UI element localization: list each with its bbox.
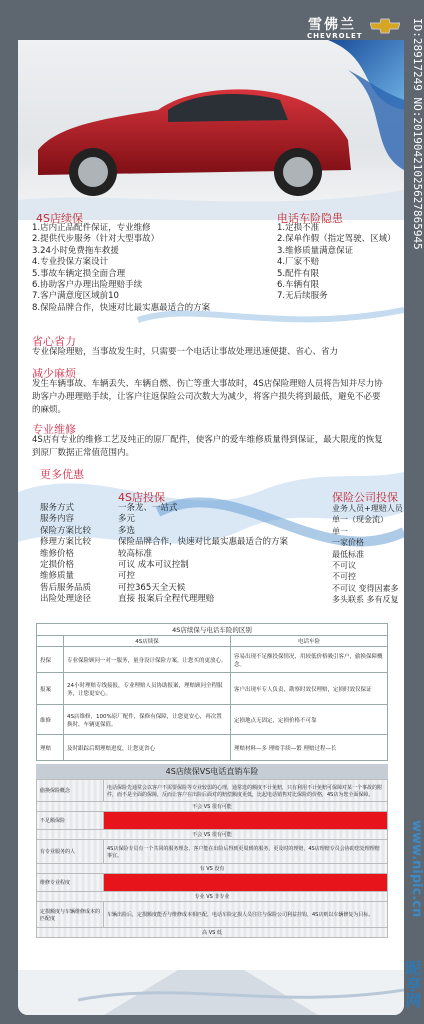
table1-cell: 24小时理赔专线接报，专业理赔人员协助报案，理赔顾问全程服务，让您更安心。 xyxy=(64,673,231,705)
more-ins-title: 保险公司投保 xyxy=(332,491,398,504)
table1-title: 4S店续保与电话车险的区别 xyxy=(37,624,388,636)
list-item: 8.保险品牌合作，快速对比最实惠最适合的方案 xyxy=(32,302,211,313)
reduce-title: 减少麻烦 xyxy=(32,367,76,380)
table2-caption: 不会 VS 很有可能 xyxy=(37,830,388,840)
list-item: 2.保单作假（指定驾驶、区域） xyxy=(277,234,396,245)
table2-caption: 专业 VS 非专业 xyxy=(37,892,388,902)
list-item: 7.客户满意度区域前10 xyxy=(32,291,119,302)
sec-phone-list xyxy=(277,223,396,303)
watermark-logo: 昵享网 xyxy=(403,960,422,1008)
watermark-site: www.nipic.cn xyxy=(409,820,424,918)
compare-value-ins: 不可议 变得因素多 xyxy=(332,583,399,593)
compare-value-ins: 不可议 xyxy=(332,561,356,571)
compare-label: 服务内容 xyxy=(40,514,75,525)
table1-row-label: 投保 xyxy=(37,647,64,673)
compare-label: 服务方式 xyxy=(40,503,75,513)
road-decoration xyxy=(18,970,404,1015)
table1-cell: 专业保险顾问一对一服务，量身设计保险方案，让您买的更放心。 xyxy=(64,647,231,673)
list-item: 6.车辆有限 xyxy=(277,280,320,291)
more-4s-values xyxy=(118,503,288,606)
more-ins-values xyxy=(332,503,403,606)
reduce-text: 发生车辆事故、车辆丢失、车辆自燃、伤亡等重大事故时，4S店保险理赔人员将告知并尽力协助客户办理理赔手续，让客户往返保险公司次数大为减少，将客户损失将到最低，避免不必要的麻烦。 xyxy=(32,379,383,415)
list-item: 5.配件有限 xyxy=(277,268,320,279)
table2-text: 车辆出险后，定损额度能否与维修成本相匹配，电话车险定损人员往往与保险公司利益挂钩，4S店则以车辆修复为目标。 xyxy=(104,902,388,928)
list-item: 6.协助客户办理出险理赔手续 xyxy=(32,280,143,291)
compare-value-ins: 单一（现金流） xyxy=(332,515,388,525)
compare-label: 维修价格 xyxy=(40,548,75,559)
content-panel xyxy=(18,40,404,1015)
list-item: 3.维修质量满意保证 xyxy=(277,245,354,256)
brand-name-en: CHEVROLET xyxy=(307,32,363,40)
car-illustration xyxy=(18,40,404,220)
table2-row-label: 不足额保险 xyxy=(37,812,104,830)
compare-value-4s: 可议 成本可议控制 xyxy=(118,560,189,571)
list-item: 1.店内正品配件保证，专业维修 xyxy=(32,223,151,233)
table2-text: 电话保险先通常会以客户不需要保险等专业较弱的心理，通常选的额度不计免赔，只有利用不计免赔可保障对某一个事故的附件，而不是全面的保障，反而让客户在出险后面对的赔偿额度更低，比起电话销售对比保险的价格，4S店为您全面保障。 xyxy=(104,780,388,802)
list-item: 4.专业投保方案设计 xyxy=(32,257,109,268)
more-labels xyxy=(40,503,91,606)
compare-value-4s: 保险品牌合作，快速对比最实惠最适合的方案 xyxy=(118,537,289,548)
chevrolet-logo-icon xyxy=(370,18,400,34)
red-bar xyxy=(104,812,388,830)
table2-caption: 高 VS 低 xyxy=(37,928,388,938)
table1-row-label: 维修 xyxy=(37,705,64,735)
save-text: 专业保险理赔，当事故发生时，只需要一个电话让事故处理迅速便捷、省心、省力 xyxy=(32,347,339,357)
table1-row-label: 报案 xyxy=(37,673,64,705)
list-item: 4.厂家不赔 xyxy=(277,257,320,268)
compare-table-2 xyxy=(36,764,388,938)
compare-value-ins: 单一 xyxy=(332,526,348,536)
table2-text: 4S店保险专员有一个共同的服务理念，客户能在出险后得到更周到的服务，更及时的理赔，4S店理赔专员会协助您处理理赔事宜。 xyxy=(104,840,388,864)
table2-title: 4S店续保VS电话直销车险 xyxy=(36,764,388,779)
list-item: 7.无后续服务 xyxy=(277,291,328,302)
table1-cell: 容易出现不足额投保情况，用较低价格吸引客户，偷换保障概念。 xyxy=(231,647,388,673)
red-bar xyxy=(104,874,388,892)
compare-value-4s: 可控 xyxy=(118,571,136,582)
list-item: 5.事故车辆定损全面合理 xyxy=(32,268,126,279)
table1-cell: 4S店维修，100%原厂配件，保修有保障，让您更安心，再次置换时，车辆更保值。 xyxy=(64,705,231,735)
sec-4s-title: 4S店续保 xyxy=(36,212,83,225)
table1-cell: 定损地点无固定，定损价格不可靠 xyxy=(231,705,388,735)
compare-value-4s: 多选 xyxy=(118,525,136,536)
list-item: 3.24小时免费拖车救援 xyxy=(32,245,119,256)
sec-phone-title: 电话车险隐患 xyxy=(277,212,343,225)
compare-label: 保险方案比较 xyxy=(40,525,92,536)
compare-label: 维修质量 xyxy=(40,571,75,582)
table2-row-label: 偷换保险概念 xyxy=(37,780,104,802)
table1-col-a: 4S店续保 xyxy=(64,636,231,647)
table2-row-label: 定损额度与车辆维修成本的匹配度 xyxy=(37,902,104,928)
table1-row-label: 理赔 xyxy=(37,735,64,761)
compare-label: 定损价格 xyxy=(40,560,75,571)
table1-cell: 理赔材料—多 理赔手续—繁 理赔过程—长 xyxy=(231,735,388,761)
hero-car-image xyxy=(18,40,404,220)
compare-label: 出险处理途径 xyxy=(40,594,92,605)
compare-value-ins: 不可控 xyxy=(332,572,356,582)
pro-text: 4S店有专业的维修工艺及纯正的原厂配件，使客户的爱车维修质量得到保证，最大限度的恢复到原厂数据正常值范围内。 xyxy=(32,435,383,458)
pro-title: 专业维修 xyxy=(32,423,76,436)
list-item: 1.定损不准 xyxy=(277,223,320,233)
compare-value-4s: 较高标准 xyxy=(118,548,153,559)
more-4s-title: 4S店投保 xyxy=(118,491,165,504)
table2-caption: 有 VS 没有 xyxy=(37,864,388,874)
table2-row-label: 维修专业程度 xyxy=(37,874,104,892)
compare-value-ins: 一家价格 xyxy=(332,538,364,548)
compare-table-1 xyxy=(36,623,388,761)
more-title: 更多优惠 xyxy=(40,468,84,481)
compare-value-4s: 直接 报案后全程代理理赔 xyxy=(118,594,215,605)
table1-cell: 客户出现车专人负责，勘察时效仅理赔，定损时效仅保证 xyxy=(231,673,388,705)
compare-value-4s: 多元 xyxy=(118,514,136,525)
table2-caption: 不会 VS 很有可能 xyxy=(37,802,388,812)
table1-col-b: 电话车险 xyxy=(231,636,388,647)
table1-cell: 及时跟踪后期理赔进度，让您更省心 xyxy=(64,735,231,761)
list-item: 2.提供代步服务（针对大型事故） xyxy=(32,234,160,245)
compare-value-4s: 可控365天全天候 xyxy=(118,582,186,593)
compare-value-ins: 最低标准 xyxy=(332,549,364,559)
brand-name-cn: 雪佛兰 xyxy=(308,17,356,33)
watermark-id: ID:28917249 NO:20190421025627865945 xyxy=(411,18,424,250)
compare-value-ins: 业务人员+理赔人员 xyxy=(332,504,403,513)
table2-row-label: 有专业服务的人 xyxy=(37,840,104,864)
save-title: 省心省力 xyxy=(32,335,76,348)
compare-value-4s: 一条龙、一站式 xyxy=(118,503,178,513)
compare-label: 售后服务品质 xyxy=(40,582,92,593)
compare-label: 修理方案比较 xyxy=(40,537,92,548)
compare-value-ins: 多头联系 多有反复 xyxy=(332,595,399,605)
